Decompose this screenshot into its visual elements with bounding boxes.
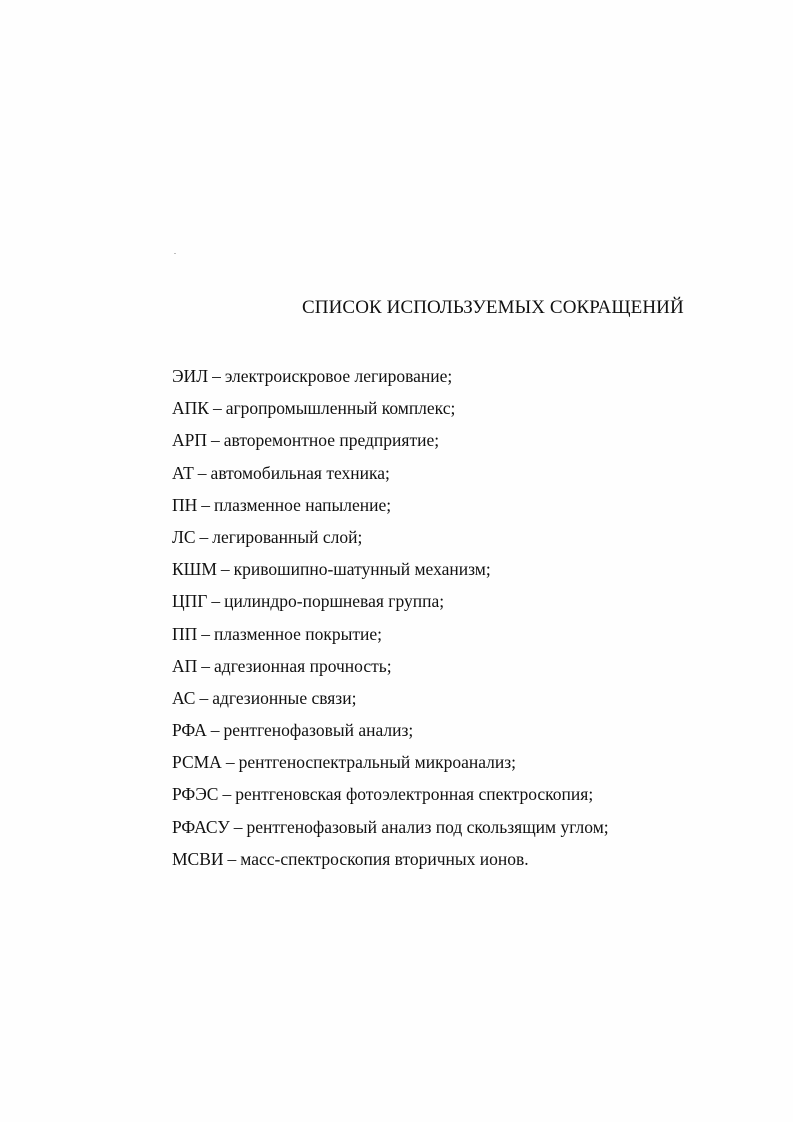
abbreviation-separator: – xyxy=(199,526,209,547)
abbreviation-item xyxy=(172,396,732,428)
abbreviation-code: РФА xyxy=(172,720,207,741)
abbreviation-definition: авторемонтное предприятие; xyxy=(223,430,440,451)
abbreviation-code: РФАСУ xyxy=(172,816,230,837)
abbreviation-item xyxy=(172,686,732,718)
abbreviation-item xyxy=(172,428,732,460)
abbreviation-item xyxy=(172,589,732,621)
abbreviation-definition: рентгеноспектральный микроанализ; xyxy=(238,752,517,773)
abbreviation-separator: – xyxy=(233,816,243,837)
abbreviation-item xyxy=(172,750,732,782)
scan-speck xyxy=(174,253,176,254)
abbreviation-definition: рентгенофазовый анализ; xyxy=(223,720,414,741)
abbreviation-code: ЦПГ xyxy=(172,591,208,612)
abbreviation-code: КШМ xyxy=(172,559,217,580)
abbreviation-definition: адгезионные связи; xyxy=(212,687,357,708)
abbreviation-definition: плазменное напыление; xyxy=(214,494,392,515)
page-title: СПИСОК ИСПОЛЬЗУЕМЫХ СОКРАЩЕНИЙ xyxy=(302,297,684,318)
abbreviation-item xyxy=(172,525,732,557)
abbreviation-separator: – xyxy=(212,366,221,386)
abbreviation-item xyxy=(172,815,732,847)
abbreviation-separator: – xyxy=(201,655,211,676)
abbreviation-separator: – xyxy=(225,752,235,773)
abbreviation-code: АТ xyxy=(172,462,194,483)
abbreviation-item xyxy=(172,364,732,396)
abbreviation-item xyxy=(172,622,732,654)
abbreviation-definition: плазменное покрытие; xyxy=(214,623,383,644)
abbreviation-definition: автомобильная техника; xyxy=(210,462,390,483)
abbreviation-definition: электроискровое легирование; xyxy=(224,366,453,386)
abbreviation-separator: – xyxy=(211,591,221,612)
abbreviation-definition: легированный слой; xyxy=(212,526,363,547)
abbreviation-separator: – xyxy=(201,494,211,515)
abbreviation-separator: – xyxy=(210,720,220,741)
abbreviation-definition: масс-спектроскопия вторичных ионов. xyxy=(240,848,529,869)
abbreviation-item xyxy=(172,557,732,589)
abbreviation-code: АПК xyxy=(172,398,209,419)
abbreviation-code: РСМА xyxy=(172,752,222,773)
abbreviation-code: ЛС xyxy=(172,526,196,547)
abbreviation-separator: – xyxy=(197,462,207,483)
abbreviation-definition: агропромышленный комплекс; xyxy=(225,398,456,419)
abbreviation-item xyxy=(172,718,732,750)
abbreviation-code: АРП xyxy=(172,430,208,451)
abbreviation-code: ЭИЛ xyxy=(172,366,209,386)
abbreviation-item xyxy=(172,847,732,879)
abbreviation-item xyxy=(172,461,732,493)
abbreviation-item xyxy=(172,654,732,686)
abbreviation-code: АС xyxy=(172,687,196,708)
abbreviation-list xyxy=(172,364,732,879)
abbreviation-separator: – xyxy=(199,687,209,708)
abbreviation-item xyxy=(172,782,732,814)
abbreviation-item xyxy=(172,493,732,525)
abbreviation-separator: – xyxy=(222,784,232,805)
abbreviation-code: РФЭС xyxy=(172,784,219,805)
abbreviation-separator: – xyxy=(227,848,237,869)
abbreviation-definition: адгезионная прочность; xyxy=(214,655,392,676)
abbreviation-separator: – xyxy=(220,559,230,580)
abbreviation-code: МСВИ xyxy=(172,848,224,869)
abbreviation-definition: рентгенофазовый анализ под скользящим углом; xyxy=(246,816,609,837)
abbreviation-code: ПП xyxy=(172,623,198,644)
abbreviation-definition: цилиндро-поршневая группа; xyxy=(224,591,445,612)
abbreviation-code: АП xyxy=(172,655,198,676)
abbreviation-definition: кривошипно-шатунный механизм; xyxy=(233,559,491,580)
abbreviation-separator: – xyxy=(211,430,220,451)
abbreviation-separator: – xyxy=(201,623,211,644)
abbreviation-code: ПН xyxy=(172,494,198,515)
abbreviation-definition: рентгеновская фотоэлектронная спектроскопия; xyxy=(235,784,594,805)
abbreviation-separator: – xyxy=(212,398,222,419)
